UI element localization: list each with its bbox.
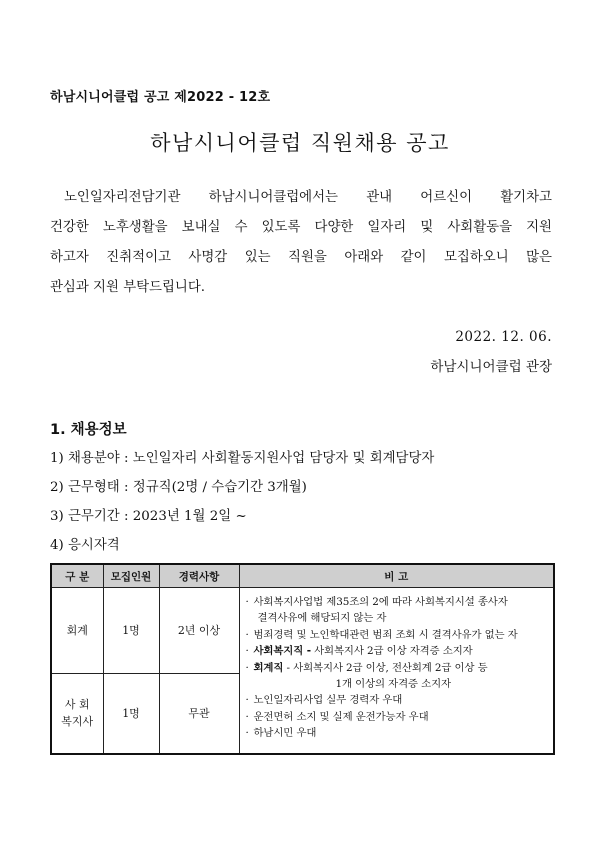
table-header-row [51,564,554,588]
page-title: 하남시니어클럽 직원채용 공고 [150,131,450,155]
info-item-field: 1) 채용분야 : 노인일자리 사회활동지원사업 담당자 및 회계담당자 [50,451,435,466]
intro-paragraph [50,183,552,303]
note-item: · 범죄경력 및 노인학대관련 범죄 조회 시 결격사유가 없는 자 [245,628,518,641]
header-count: 모집인원 [103,564,159,588]
info-item-qualification: 4) 응시자격 [50,538,120,553]
intro-line: 노인일자리전담기관 하남시니어클럽에서는 관내 어르신이 활기차고 [64,190,552,205]
note-item-continued: 1개 이상의 자격증 소지자 [335,678,451,691]
cell-notes [239,588,554,754]
note-item: · 하남시민 우대 [245,727,317,740]
note-item: · 회계직 - 사회복지사 2급 이상, 전산회계 2급 이상 등 [245,661,488,674]
intro-line: 건강한 노후생활을 보내실 수 있도록 다양한 일자리 및 사회활동을 지원 [50,220,552,235]
note-item: · 사회복지사업법 제35조의 2에 따라 사회복지시설 종사자 [245,596,508,608]
cell-experience: 무관 [159,674,239,754]
section-title: 1. 채용정보 [50,422,127,438]
recruitment-info-list [50,444,434,560]
notice-number: 하남시니어클럽 공고 제2022 - 12호 [50,90,271,105]
info-item-employment-type: 2) 근무형태 : 정규직(2명 / 수습기간 3개월) [50,480,307,495]
intro-line: 하고자 진취적이고 사명감 있는 직원을 아래와 같이 모집하오니 많은 [50,250,552,265]
note-item: · 노인일자리사업 실무 경력자 우대 [245,694,403,707]
issuer: 하남시니어클럽 관장 [430,359,552,375]
cell-count: 1명 [103,588,159,674]
cell-category: 회계 [51,588,103,674]
header-experience: 경력사항 [159,564,239,588]
notice-date: 2022. 12. 06. [455,329,552,345]
note-item-continued: 결격사유에 해당되지 않는 자 [257,612,387,625]
note-item: · 운전면허 소지 및 실제 운전가능자 우대 [245,710,429,723]
note-item: · 사회복지직 - 사회복지사 2급 이상 자격증 소지자 [245,645,473,658]
header-notes: 비 고 [239,564,554,588]
cell-experience: 2년 이상 [159,588,239,674]
qualification-table [50,563,555,755]
header-category: 구 분 [51,564,103,588]
cell-category: 사 회 복지사 [51,674,103,754]
table-row [51,588,554,674]
info-item-period: 3) 근무기간 : 2023년 1월 2일 ~ [50,509,247,524]
cell-count: 1명 [103,674,159,754]
intro-line: 관심과 지원 부탁드립니다. [50,280,206,295]
